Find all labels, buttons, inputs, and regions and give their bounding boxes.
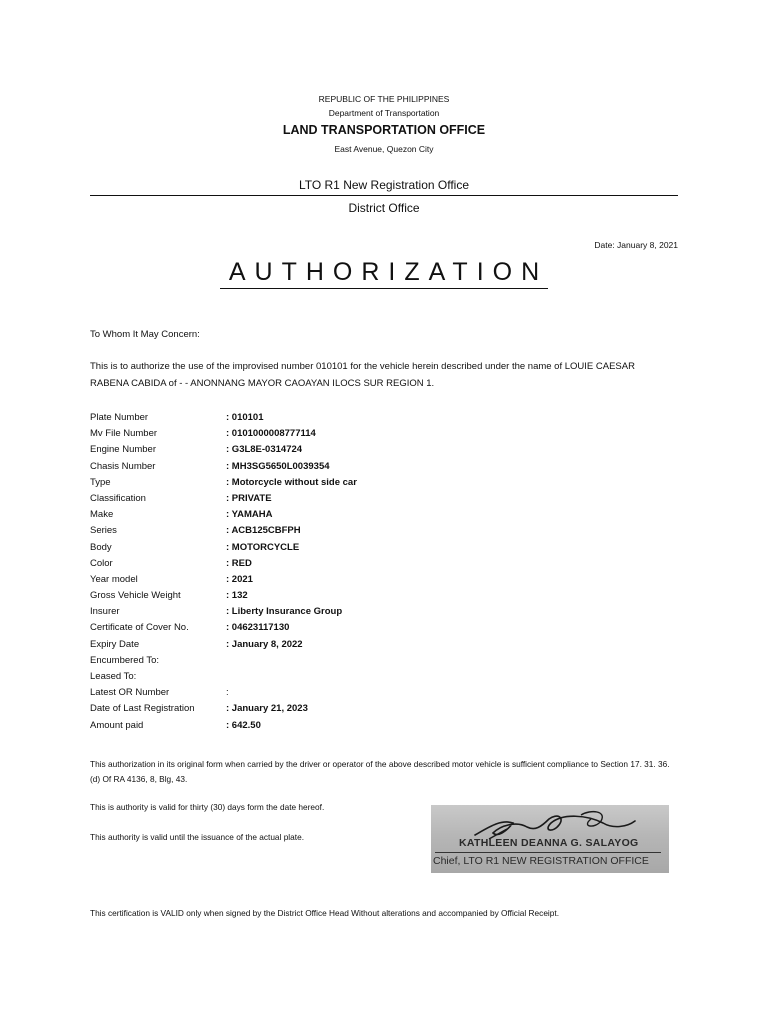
field-label: Make — [90, 509, 114, 521]
field-value: : 010101 — [226, 412, 264, 423]
signature-block — [431, 805, 669, 873]
republic-line: REPUBLIC OF THE PHILIPPINES — [318, 94, 450, 104]
field-row — [90, 540, 357, 556]
certification-note: This certification is VALID only when signed by the District Office Head Without alterations and accompanied by Official Receipt. — [90, 908, 559, 918]
field-label: Type — [90, 476, 111, 488]
field-row — [90, 523, 357, 539]
field-label: Certificate of Cover No. — [90, 622, 189, 634]
validity-plate-note: This authority is valid until the issuance of the actual plate. — [90, 832, 304, 842]
compliance-note: This authorization in its original form when carried by the driver or operator of the above described motor vehicle is sufficient compliance to Section 17. 31. 36. (d) Of RA 4136, 8, Blg, 43. — [90, 759, 670, 784]
field-value: : Motorcycle without side car — [226, 476, 357, 488]
field-row — [90, 701, 357, 717]
vehicle-details — [90, 410, 357, 734]
field-row — [90, 653, 357, 669]
field-value: : 2021 — [226, 573, 253, 585]
field-row — [90, 620, 357, 636]
signature-line — [435, 852, 661, 853]
field-row — [90, 637, 357, 653]
field-row — [90, 459, 357, 475]
field-value: : — [226, 687, 229, 699]
field-value: : ACB125CBFPH — [226, 525, 301, 537]
field-value: : MOTORCYCLE — [226, 541, 300, 553]
document-date: Date: January 8, 2021 — [594, 240, 678, 250]
field-label: Color — [90, 557, 113, 569]
field-label: Body — [90, 541, 112, 553]
field-label: Engine Number — [90, 444, 157, 456]
field-value: : 132 — [226, 590, 248, 602]
office-address: East Avenue, Quezon City — [334, 144, 434, 154]
field-label: Classification — [90, 492, 146, 504]
field-value: : 04623117130 — [226, 622, 290, 634]
field-row — [90, 426, 357, 442]
field-row — [90, 507, 357, 523]
field-row — [90, 556, 357, 572]
field-label: Leased To: — [90, 671, 137, 682]
title-wrap — [0, 258, 768, 289]
field-value: : G3L8E-0314724 — [226, 444, 303, 456]
field-value: : 642.50 — [226, 719, 261, 731]
field-row — [90, 588, 357, 604]
field-label: Year model — [90, 573, 138, 585]
authorization-paragraph: This is to authorize the use of the improvised number 010101 for the vehicle herein described under the name of LOUIE CAESAR RABENA CABIDA of - - ANONNANG MAYOR CAOAYAN ILOCS SUR REGION 1. — [90, 361, 635, 389]
field-label: Expiry Date — [90, 638, 140, 650]
office-heading: LAND TRANSPORTATION OFFICE — [282, 123, 486, 137]
field-label: Latest OR Number — [90, 687, 170, 699]
district-office: District Office — [348, 201, 420, 215]
field-label: Plate Number — [90, 412, 149, 423]
field-label: Encumbered To: — [90, 654, 160, 666]
field-label: Series — [90, 525, 117, 537]
field-row — [90, 475, 357, 491]
field-value: : January 8, 2022 — [226, 638, 303, 650]
field-row — [90, 718, 357, 734]
field-value: : 0101000008777114 — [226, 428, 316, 440]
department-line: Department of Transportation — [328, 108, 440, 118]
field-row — [90, 410, 357, 426]
field-value: : January 21, 2023 — [226, 703, 308, 715]
field-row — [90, 572, 357, 588]
field-label: Amount paid — [90, 719, 144, 731]
field-label: Gross Vehicle Weight — [90, 590, 181, 602]
field-row — [90, 442, 357, 458]
header-divider — [90, 195, 678, 196]
field-value: : Liberty Insurance Group — [226, 606, 343, 618]
signatory-title: Chief, LTO R1 NEW REGISTRATION OFFICE — [433, 855, 649, 867]
registration-office: LTO R1 New Registration Office — [298, 178, 470, 192]
field-value: : YAMAHA — [226, 509, 273, 521]
field-label: Date of Last Registration — [90, 703, 195, 715]
field-label: Chasis Number — [90, 460, 156, 472]
field-value: : MH3SG5650L0039354 — [226, 460, 330, 472]
field-label: Mv File Number — [90, 428, 158, 440]
field-label: Insurer — [90, 606, 120, 618]
field-row — [90, 669, 357, 685]
field-row — [90, 685, 357, 701]
field-row — [90, 491, 357, 507]
field-value: : PRIVATE — [226, 492, 272, 504]
document-title: AUTHORIZATION — [220, 258, 548, 289]
salutation: To Whom It May Concern: — [90, 329, 200, 340]
signatory-name: KATHLEEN DEANNA G. SALAYOG — [459, 837, 639, 849]
field-row — [90, 604, 357, 620]
field-value: : RED — [226, 557, 252, 569]
validity-days-note: This is authority is valid for thirty (30) days form the date hereof. — [90, 802, 325, 812]
